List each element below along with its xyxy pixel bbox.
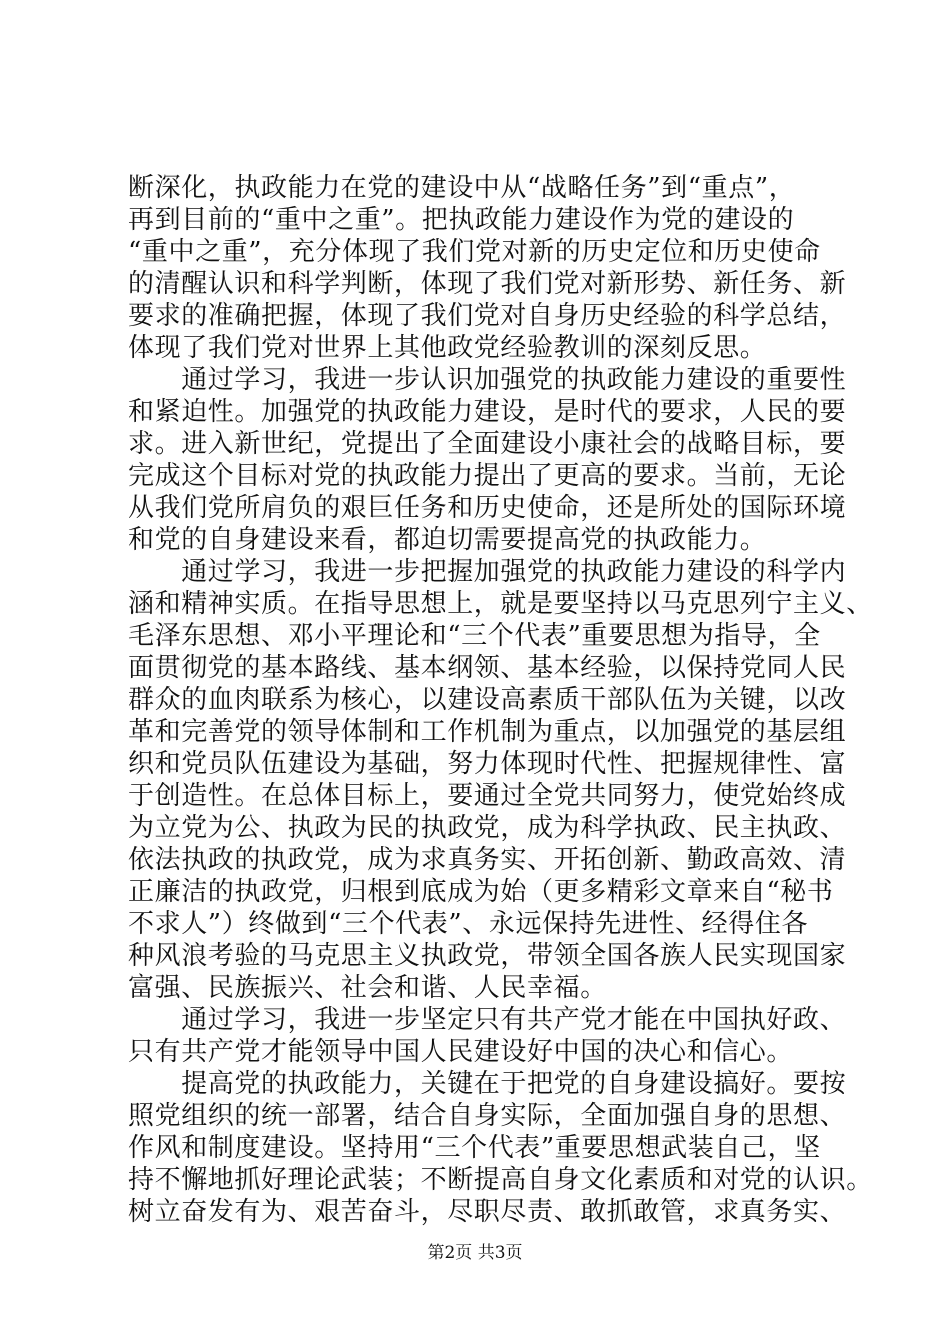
- text-line: 断深化，执政能力在党的建设中从“战略任务”到“重点”，: [128, 173, 796, 203]
- text-line: 涵和精神实质。在指导思想上，就是要坚持以马克思列宁主义、: [128, 589, 873, 619]
- text-line: 毛泽东思想、邓小平理论和“三个代表”重要思想为指导，全: [128, 621, 821, 651]
- text-line: 织和党员队伍建设为基础，努力体现时代性、把握规律性、富: [128, 749, 847, 779]
- text-line: 提高党的执政能力，关键在于把党的自身建设搞好。要按: [128, 1069, 847, 1099]
- text-line: 要求的准确把握，体现了我们党对自身历史经验的科学总结，: [128, 301, 847, 331]
- document-body: [128, 172, 873, 1228]
- text-line: “重中之重”，充分体现了我们党对新的历史定位和历史使命: [128, 237, 821, 267]
- page-footer: [0, 1242, 950, 1264]
- text-line: 通过学习，我进一步认识加强党的执政能力建设的重要性: [128, 365, 847, 395]
- text-line: 照党组织的统一部署，结合自身实际，全面加强自身的思想、: [128, 1101, 847, 1131]
- page-number-label: 第2页 共3页: [427, 1243, 523, 1263]
- text-line: 革和完善党的领导体制和工作机制为重点，以加强党的基层组: [128, 717, 847, 747]
- text-line: 的清醒认识和科学判断，体现了我们党对新形势、新任务、新: [128, 269, 847, 299]
- text-line: 从我们党所肩负的艰巨任务和历史使命，还是所处的国际环境: [128, 493, 847, 523]
- text-line: 树立奋发有为、艰苦奋斗，尽职尽责、敢抓敢管，求真务实、: [128, 1197, 847, 1227]
- text-line: 通过学习，我进一步把握加强党的执政能力建设的科学内: [128, 557, 847, 587]
- text-line: 作风和制度建设。坚持用“三个代表”重要思想武装自己，坚: [128, 1133, 821, 1163]
- text-line: 富强、民族振兴、社会和谐、人民幸福。: [128, 973, 607, 1003]
- text-line: 完成这个目标对党的执政能力提出了更高的要求。当前，无论: [128, 461, 847, 491]
- text-line: 面贯彻党的基本路线、基本纲领、基本经验，以保持党同人民: [128, 653, 847, 683]
- text-line: 群众的血肉联系为核心，以建设高素质干部队伍为关键，以改: [128, 685, 847, 715]
- text-line: 求。进入新世纪，党提出了全面建设小康社会的战略目标，要: [128, 429, 847, 459]
- text-line: 持不懈地抓好理论武装；不断提高自身文化素质和对党的认识。: [128, 1165, 873, 1195]
- text-line: 不求人”）终做到“三个代表”、永远保持先进性、经得住各: [128, 909, 809, 939]
- text-line: 体现了我们党对世界上其他政党经验教训的深刻反思。: [128, 333, 767, 363]
- text-line: 再到目前的“重中之重”。把执政能力建设作为党的建设的: [128, 205, 795, 235]
- text-line: 通过学习，我进一步坚定只有共产党才能在中国执好政、: [128, 1005, 847, 1035]
- text-line: 和党的自身建设来看，都迫切需要提高党的执政能力。: [128, 525, 767, 555]
- text-line: 正廉洁的执政党，归根到底成为始（更多精彩文章来自“秘书: [128, 877, 834, 907]
- text-line: 依法执政的执政党，成为求真务实、开拓创新、勤政高效、清: [128, 845, 847, 875]
- text-line: 和紧迫性。加强党的执政能力建设，是时代的要求，人民的要: [128, 397, 847, 427]
- text-line: 为立党为公、执政为民的执政党，成为科学执政、民主执政、: [128, 813, 847, 843]
- text-line: 只有共产党才能领导中国人民建设好中国的决心和信心。: [128, 1037, 794, 1067]
- text-line: 种风浪考验的马克思主义执政党，带领全国各族人民实现国家: [128, 941, 847, 971]
- text-line: 于创造性。在总体目标上，要通过全党共同努力，使党始终成: [128, 781, 847, 811]
